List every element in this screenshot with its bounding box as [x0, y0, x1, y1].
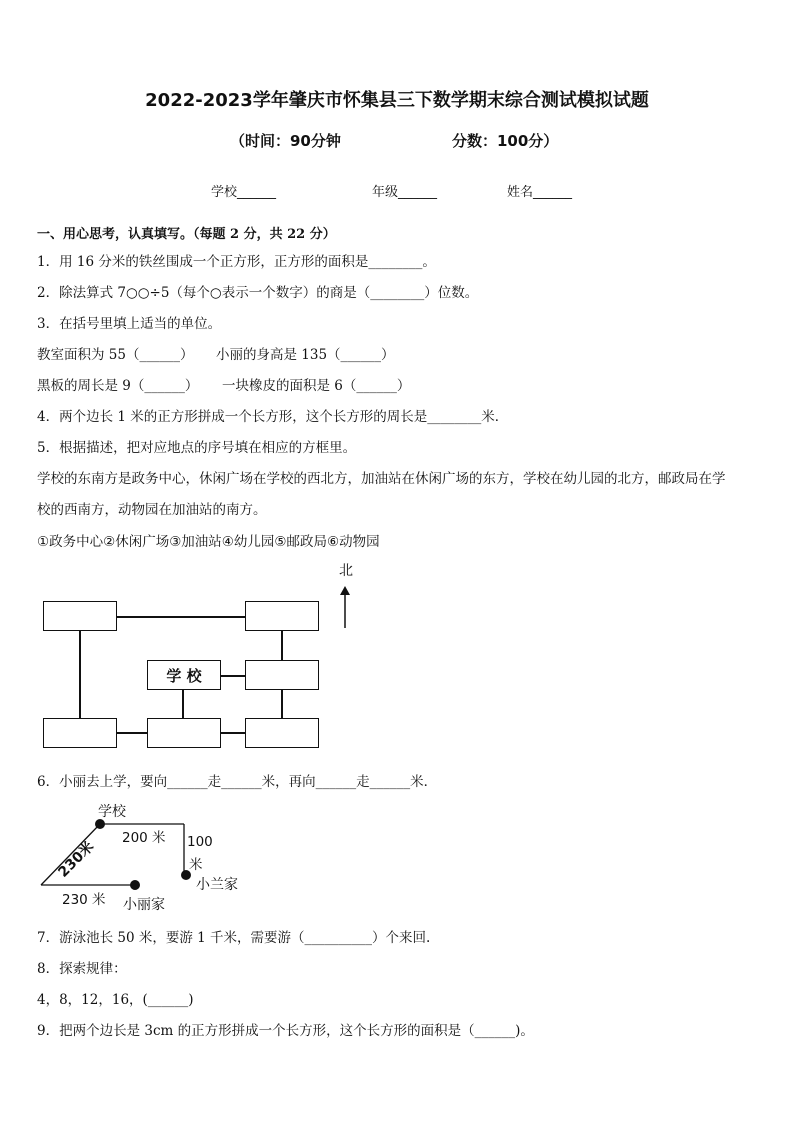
question-7: 7．游泳池长 50 米，要游 1 千米，需要游（__________）个来回.: [37, 930, 431, 946]
page-title: 2022-2023学年肇庆市怀集县三下数学期末综合测试模拟试题: [145, 90, 649, 111]
school-label: 学校: [98, 804, 126, 820]
map-line: [221, 732, 246, 734]
answer-box[interactable]: [245, 601, 319, 631]
question-5: 5．根据描述，把对应地点的序号填在相应的方框里。: [37, 440, 357, 456]
exam-time: （时间：90分钟: [230, 132, 341, 150]
exam-score: 分数：100分）: [452, 132, 559, 150]
distance-top: 200 米: [122, 830, 166, 846]
question-6: 6．小丽去上学，要向______走______米，再向______走______米．: [37, 774, 438, 790]
question-2: 2．除法算式 7○○÷5（每个○表示一个数字）的商是（________）位数。: [37, 285, 479, 301]
map-line: [281, 631, 283, 661]
map-line: [116, 616, 246, 618]
xiaoli-point: [130, 880, 140, 890]
map-line: [221, 675, 246, 677]
question-4: 4．两个边长 1 米的正方形拼成一个长方形，这个长方形的周长是________米．: [37, 409, 509, 425]
distance-bottom: 230 米: [62, 892, 106, 908]
question-8-sequence: 4，8，12，16，(______): [37, 992, 194, 1008]
question-3d: 一块橡皮的面积是 6（______）: [222, 378, 411, 394]
answer-box[interactable]: [245, 660, 319, 690]
question-3a: 教室面积为 55（______）: [37, 347, 194, 363]
name-field[interactable]: 姓名______: [507, 185, 573, 200]
north-label: 北: [339, 563, 353, 579]
map-line: [79, 631, 81, 719]
question-3b: 小丽的身高是 135（______）: [216, 347, 395, 363]
xiaoli-label: 小丽家: [123, 897, 165, 913]
answer-box[interactable]: [43, 601, 117, 631]
section-heading: 一、用心思考，认真填写。（每题 2 分，共 22 分）: [37, 227, 336, 242]
map-line: [281, 688, 283, 719]
map-line: [116, 732, 148, 734]
question-1: 1．用 16 分米的铁丝围成一个正方形，正方形的面积是________。: [37, 254, 436, 270]
question-5-text-line1: 学校的东南方是政务中心，休闲广场在学校的西北方，加油站在休闲广场的东方，学校在幼儿园的北方，邮政局在学: [37, 471, 726, 487]
question-9: 9．把两个边长是 3cm 的正方形拼成一个长方形，这个长方形的面积是（______)。: [37, 1023, 534, 1039]
question-5-text-line2: 校的西南方，动物园在加油站的南方。: [37, 502, 267, 518]
xiaolan-label: 小兰家: [196, 877, 238, 893]
distance-right-unit: 米: [189, 857, 203, 873]
north-arrow-icon: [338, 586, 352, 630]
answer-box[interactable]: [245, 718, 319, 748]
question-8: 8．探索规律：: [37, 961, 127, 977]
distance-right: 100: [187, 834, 213, 850]
school-field[interactable]: 学校______: [211, 185, 277, 200]
map-line: [182, 690, 184, 719]
question-3c: 黑板的周长是 9（______）: [37, 378, 199, 394]
distance-diagonal: 230米: [55, 838, 98, 881]
question-3: 3．在括号里填上适当的单位。: [37, 316, 222, 332]
answer-box[interactable]: [43, 718, 117, 748]
route-lines: [36, 815, 196, 895]
answer-box[interactable]: [147, 718, 221, 748]
question-5-options: ①政务中心②休闲广场③加油站④幼儿园⑤邮政局⑥动物园: [37, 534, 380, 550]
school-box: 学 校: [147, 660, 221, 690]
grade-field[interactable]: 年级______: [372, 185, 438, 200]
